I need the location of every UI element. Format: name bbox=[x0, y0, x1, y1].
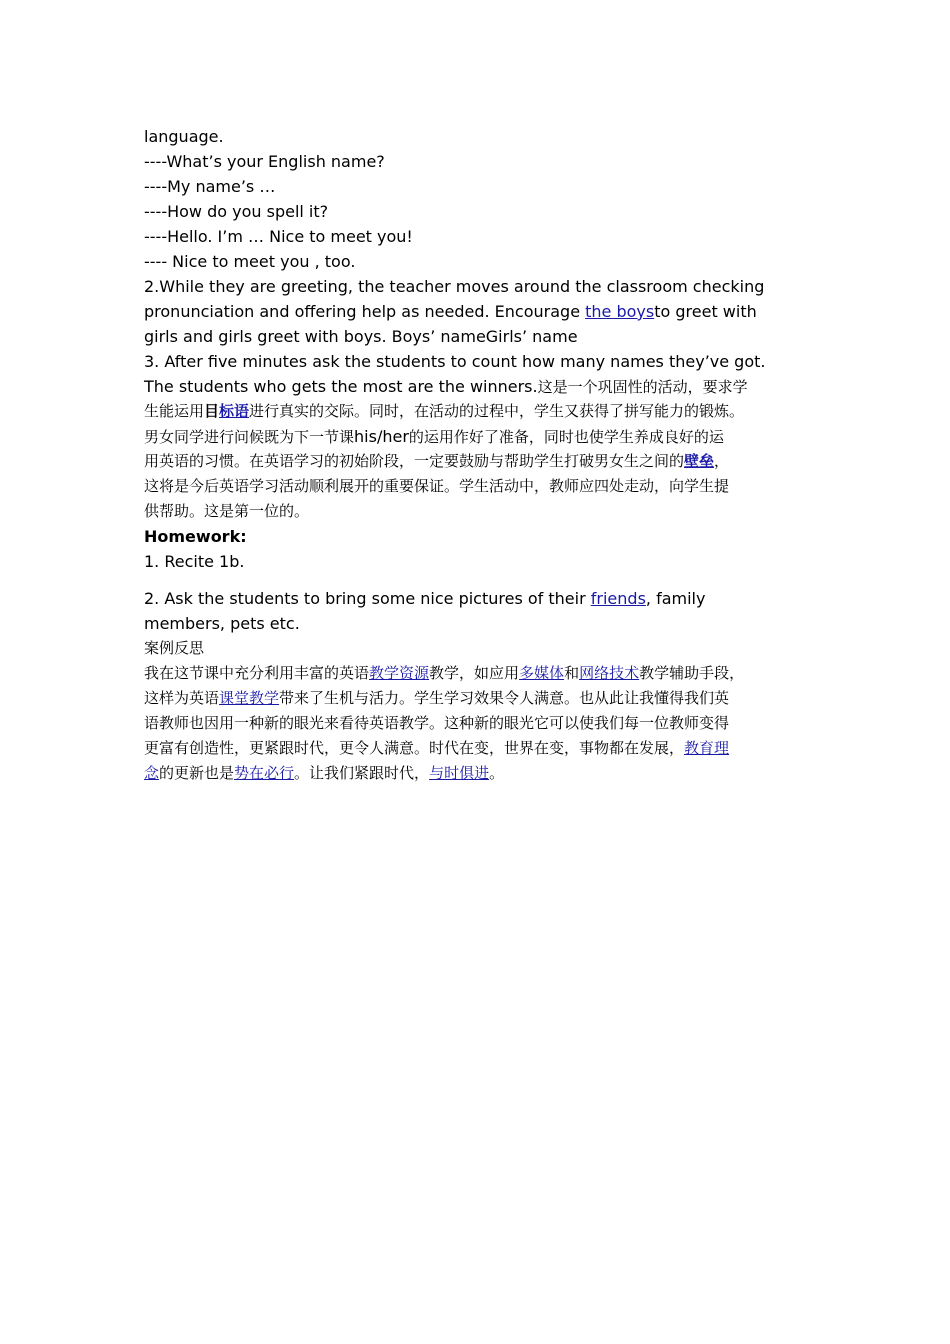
text-line bbox=[144, 499, 816, 524]
text: 这样为英语 bbox=[144, 689, 220, 707]
text: 供帮助。这是第一位的。 bbox=[144, 502, 310, 520]
text-line bbox=[144, 761, 816, 786]
text-line bbox=[144, 324, 816, 349]
text: 教学辅助手段， bbox=[639, 664, 745, 682]
dialogue-line bbox=[144, 149, 816, 174]
barrier-link[interactable]: 壁垒 bbox=[684, 452, 715, 470]
text: ----Hello. I’m … Nice to meet you! bbox=[144, 227, 413, 246]
text-line bbox=[144, 374, 816, 399]
text: 生能运用 bbox=[144, 402, 205, 420]
text: 3. After five minutes ask the students to count how many names they’ve got. bbox=[144, 352, 766, 371]
text: 更富有创造性，更紧跟时代，更令人满意。时代在变，世界在变，事物都在发展， bbox=[144, 739, 685, 757]
text: 教学，如应用 bbox=[429, 664, 520, 682]
text: 的运用作好了准备，同时也使学生养成良好的运 bbox=[408, 428, 724, 446]
education-concept-link[interactable]: 念 bbox=[144, 764, 160, 782]
text-line bbox=[144, 711, 816, 736]
text: 用英语的习惯。在英语学习的初始阶段，一定要鼓励与帮助学生打破男女生之间的 bbox=[144, 452, 685, 470]
text: 2. Ask the students to bring some nice pictures of their bbox=[144, 589, 591, 608]
homework-item bbox=[144, 586, 816, 611]
text: 带来了生机与活力。学生学习效果令人满意。也从此让我懂得我们英 bbox=[279, 689, 730, 707]
text-line bbox=[144, 124, 816, 149]
text: The students who gets the most are the winners. bbox=[144, 377, 538, 396]
text: 2.While they are greeting, the teacher moves around the classroom checking bbox=[144, 277, 765, 296]
homework-item bbox=[144, 549, 816, 574]
text-line bbox=[144, 449, 816, 474]
friends-link[interactable]: friends bbox=[590, 589, 646, 608]
text: 我在这节课中充分利用丰富的英语 bbox=[144, 664, 370, 682]
text: 进行真实的交际。同时，在活动的过程中，学生又获得了拼写能力的锻炼。 bbox=[249, 402, 745, 420]
imperative-link[interactable]: 势在必行 bbox=[234, 764, 295, 782]
text-line bbox=[144, 424, 816, 449]
document-page bbox=[144, 124, 816, 786]
text: 1. Recite 1b. bbox=[144, 552, 245, 571]
text: language. bbox=[144, 127, 224, 146]
text-line bbox=[144, 399, 816, 424]
network-technology-link[interactable]: 网络技术 bbox=[579, 664, 640, 682]
text-line bbox=[144, 661, 816, 686]
text: girls and girls greet with boys. Boys’ nameGirls’ name bbox=[144, 327, 578, 346]
text-line bbox=[144, 274, 816, 299]
text: 目 bbox=[204, 402, 220, 420]
teaching-resources-link[interactable]: 教学资源 bbox=[369, 664, 430, 682]
text: , family bbox=[645, 589, 706, 608]
text: 这将是今后英语学习活动顺利展开的重要保证。学生活动中，教师应四处走动，向学生提 bbox=[144, 477, 730, 495]
dialogue-line bbox=[144, 249, 816, 274]
keep-pace-link[interactable]: 与时俱进 bbox=[429, 764, 490, 782]
multimedia-link[interactable]: 多媒体 bbox=[519, 664, 565, 682]
the-boys-link[interactable]: the boys bbox=[585, 302, 655, 321]
classroom-teaching-link[interactable]: 课堂教学 bbox=[219, 689, 280, 707]
text: ----My name’s … bbox=[144, 177, 276, 196]
text: 的更新也是 bbox=[159, 764, 235, 782]
text: his/her bbox=[354, 427, 409, 446]
text: 男女同学进行问候既为下一节课 bbox=[144, 428, 355, 446]
text: pronunciation and offering help as needed. Encourage bbox=[144, 302, 586, 321]
text: 。让我们紧跟时代， bbox=[294, 764, 430, 782]
text: ， bbox=[714, 452, 730, 470]
text: to greet with bbox=[654, 302, 757, 321]
text-line bbox=[144, 686, 816, 711]
text: ----How do you spell it? bbox=[144, 202, 329, 221]
target-language-link[interactable]: 标语 bbox=[219, 402, 250, 420]
text: members, pets etc. bbox=[144, 614, 300, 633]
text: 和 bbox=[564, 664, 580, 682]
text-line bbox=[144, 611, 816, 636]
text-line bbox=[144, 299, 816, 324]
reflection-heading: 案例反思 bbox=[144, 639, 205, 657]
dialogue-line bbox=[144, 199, 816, 224]
text-line bbox=[144, 736, 816, 761]
text: 语教师也因用一种新的眼光来看待英语教学。这种新的眼光它可以使我们每一位教师变得 bbox=[144, 714, 730, 732]
text-line bbox=[144, 349, 816, 374]
text: 这是一个巩固性的活动，要求学 bbox=[537, 378, 748, 396]
text: ---- Nice to meet you , too. bbox=[144, 252, 356, 271]
dialogue-line bbox=[144, 174, 816, 199]
text-line bbox=[144, 474, 816, 499]
homework-heading: Homework: bbox=[144, 527, 247, 546]
text: ----What’s your English name? bbox=[144, 152, 385, 171]
dialogue-line bbox=[144, 224, 816, 249]
text: 。 bbox=[489, 764, 505, 782]
education-concept-link[interactable]: 教育理 bbox=[684, 739, 730, 757]
